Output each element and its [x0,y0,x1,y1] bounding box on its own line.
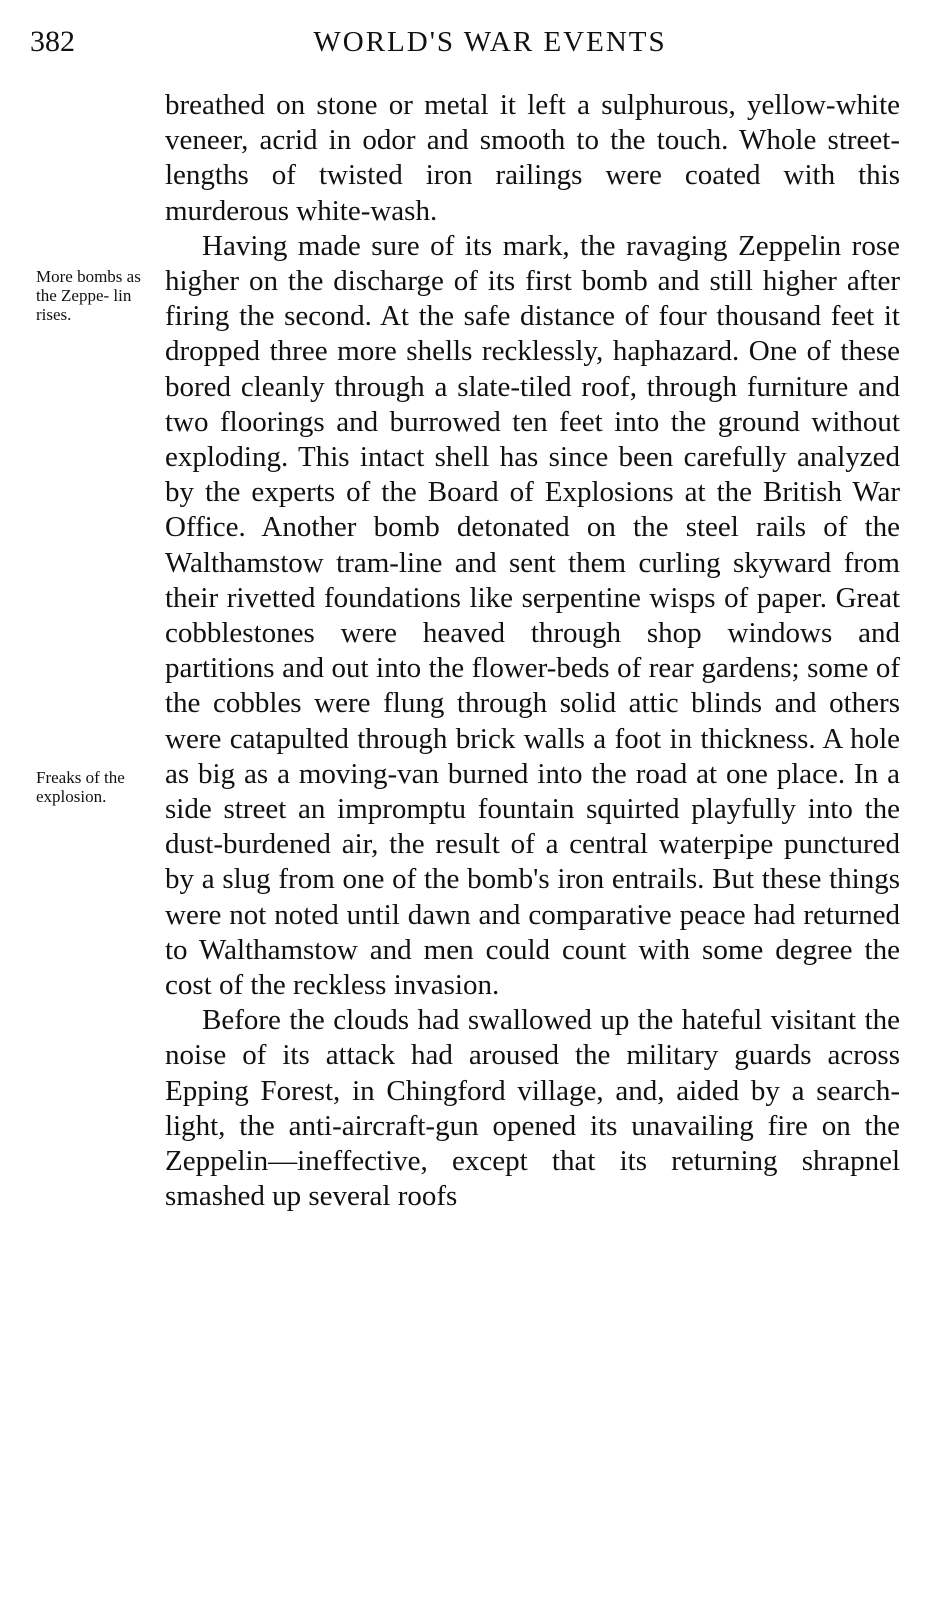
body-text [165,88,900,1215]
margin-note-freaks: Freaks of the explosion. [36,768,125,806]
paragraph-zeppelin-rises: Having made sure of its mark, the ravaging Zeppelin rose higher on the discharge of its first bomb and still higher after firing the second. At the safe distance of four thousand feet it dropped three more shells recklessly, haphazard. One of these bored cleanly through a slate-tiled roof, through furniture and two floorings and burrowed ten feet into the ground without exploding. This intact shell has since been carefully analyzed by the experts of the Board of Explosions at the British War Office. Another bomb detonated on the steel rails of the Walthamstow tram-line and sent them curling skyward from their rivetted foundations like serpentine wisps of paper. Great cobblestones were heaved through shop windows and partitions and out into the flower-beds of rear gardens; some of the cobbles were flung through solid attic blinds and others were catapulted through brick walls a foot in thickness. A hole as big as a moving-van burned into the road at one place. In a side street an impromptu fountain squirted playfully into the dust-burdened air, the result of a central waterpipe punctured by a slug from one of the bomb's iron entrails. But these things were not noted until dawn and comparative peace had returned to Walthamstow and men could count with some degree the cost of the reckless invasion. [165,229,900,1002]
page-header [30,22,910,62]
running-head: WORLD'S WAR EVENTS [313,26,667,58]
page-number: 382 [30,25,75,58]
paragraph-anti-aircraft: Before the clouds had swallowed up the hateful visitant the noise of its attack had aroused the military guards across Epping Forest, in Chingford village, and, aided by a search-light, the anti-aircraft-gun opened its unavailing fire on the Zeppelin—ineffective, except that its returning shrapnel smashed up several roofs [165,1004,900,1213]
paragraph-continuation: breathed on stone or metal it left a sulphurous, yellow-white veneer, acrid in odor and smooth to the touch. Whole street-lengths of twisted iron railings were coated with this murderous white-wash. [165,89,900,227]
margin-note-more-bombs: More bombs as the Zeppe- lin rises. [36,267,141,324]
